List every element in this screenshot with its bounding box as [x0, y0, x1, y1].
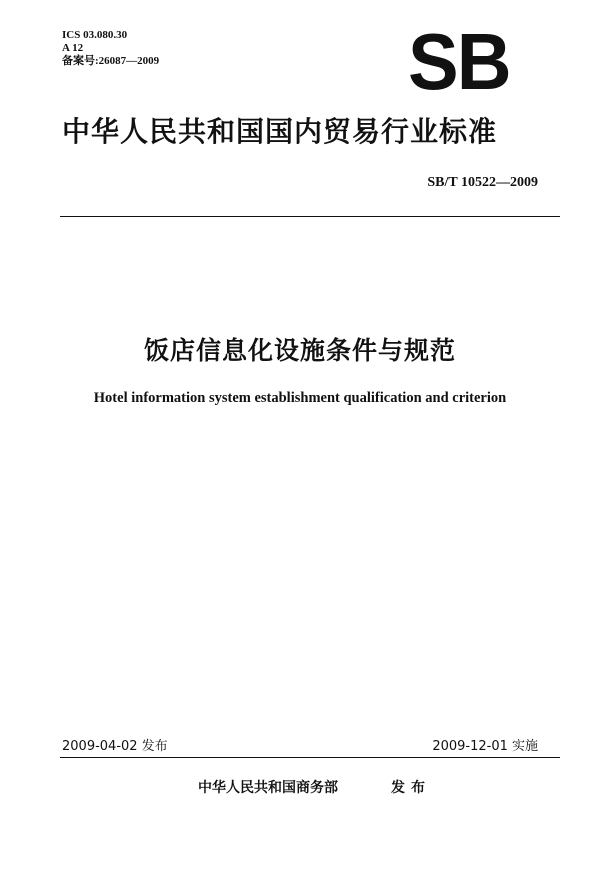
issuer-name: 中华人民共和国商务部 [198, 780, 338, 796]
bottom-divider [60, 757, 560, 758]
record-number: 备案号:26087—2009 [62, 55, 160, 67]
issuing-standard-category: 中华人民共和国国内贸易行业标准 [62, 115, 498, 148]
issuer-verb: 发布 [391, 780, 431, 796]
top-divider [60, 216, 560, 217]
issue-date: 2009-04-02 发布 [62, 739, 168, 754]
sb-logo: SB [408, 17, 510, 107]
classification-code: A 12 [62, 42, 84, 54]
title-chinese: 饭店信息化设施条件与规范 [143, 336, 456, 365]
implementation-date: 2009-12-01 实施 [432, 739, 538, 754]
title-english: Hotel information system establishment qualification and criterion [93, 390, 507, 406]
standard-number: SB/T 10522—2009 [427, 175, 538, 190]
ics-code: ICS 03.080.30 [62, 29, 128, 41]
